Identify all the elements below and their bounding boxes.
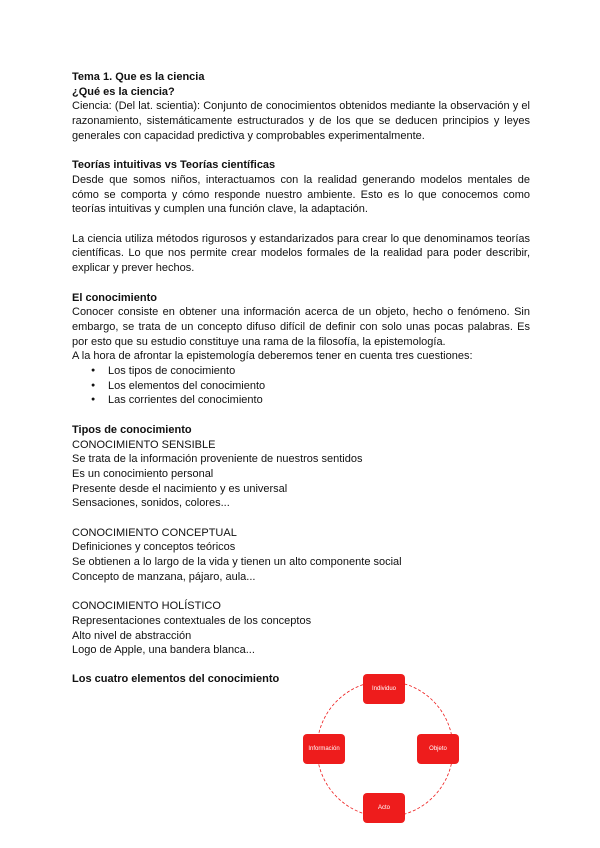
sensible-title: CONOCIMIENTO SENSIBLE [72, 438, 216, 451]
page-subtitle: ¿Qué es la ciencia? [72, 85, 175, 98]
holistico-line: Alto nivel de abstracción [72, 629, 192, 642]
conceptual-line: Concepto de manzana, pájaro, aula... [72, 570, 256, 583]
node-acto: Acto [363, 793, 405, 823]
holistico-line: Representaciones contextuales de los conceptos [72, 614, 312, 627]
teorias-paragraph-1: Desde que somos niños, interactuamos con la realidad generando modelos mentales de cómo se comporta y cómo responde nuestro ambiente. Esto es lo que conocemos como teorías intuitivas y cumplen una función clave, la adaptación. [72, 173, 530, 216]
definition-paragraph: Ciencia: (Del lat. scientia): Conjunto de conocimientos obtenidos mediante la observación y el razonamiento, sistemáticamente estructurados y de los que se deducen principios y leyes generales con capacidad predictiva y comprobables experimentalmente. [72, 100, 530, 142]
conceptual-line: Se obtienen a lo largo de la vida y tienen un alto componente social [72, 556, 402, 569]
sensible-line: Se trata de la información proveniente de nuestros sentidos [72, 453, 363, 466]
list-item: ● Los tipos de conocimiento [108, 364, 530, 379]
conocimiento-paragraph-2: A la hora de afrontar la epistemología deberemos tener en cuenta tres cuestiones: [72, 350, 473, 363]
node-objeto: Objeto [417, 734, 459, 764]
conceptual-line: Definiciones y conceptos teóricos [72, 541, 236, 554]
page-title: Tema 1. Que es la ciencia [72, 71, 205, 83]
conocimiento-bullet-list [72, 364, 530, 408]
teorias-heading: Teorías intuitivas vs Teorías científicas [72, 159, 276, 172]
elements-cycle-diagram [290, 668, 470, 848]
conceptual-title: CONOCIMIENTO CONCEPTUAL [72, 526, 237, 539]
sensible-line: Es un conocimiento personal [72, 467, 214, 480]
node-informacion: Información [303, 734, 345, 764]
list-item: ● Los elementos del conocimiento [108, 379, 530, 394]
list-item: ● Las corrientes del conocimiento [108, 393, 530, 408]
tipos-heading: Tipos de conocimiento [72, 423, 192, 436]
node-individuo: Individuo [363, 674, 405, 704]
holistico-line: Logo de Apple, una bandera blanca... [72, 644, 255, 657]
conocimiento-heading: El conocimiento [72, 291, 157, 304]
holistico-title: CONOCIMIENTO HOLÍSTICO [72, 600, 221, 613]
sensible-line: Sensaciones, sonidos, colores... [72, 497, 230, 510]
sensible-line: Presente desde el nacimiento y es universal [72, 482, 288, 495]
elementos-heading: Los cuatro elementos del conocimiento [72, 673, 280, 685]
teorias-paragraph-2: La ciencia utiliza métodos rigurosos y estandarizados para crear lo que denominamos teorías científicas. Lo que nos permite crear modelos formales de la realidad para poder describir, explicar y prever hechos. [72, 232, 530, 275]
document-body [72, 70, 530, 658]
conocimiento-paragraph-1: Conocer consiste en obtener una información acerca de un objeto, hecho o fenómeno. Sin embargo, se trata de un concepto difuso difícil de definir con solo unas pocas palabras. Es por esto que su estudio constituye una rama de la filosofía, la epistemología. [72, 306, 530, 348]
